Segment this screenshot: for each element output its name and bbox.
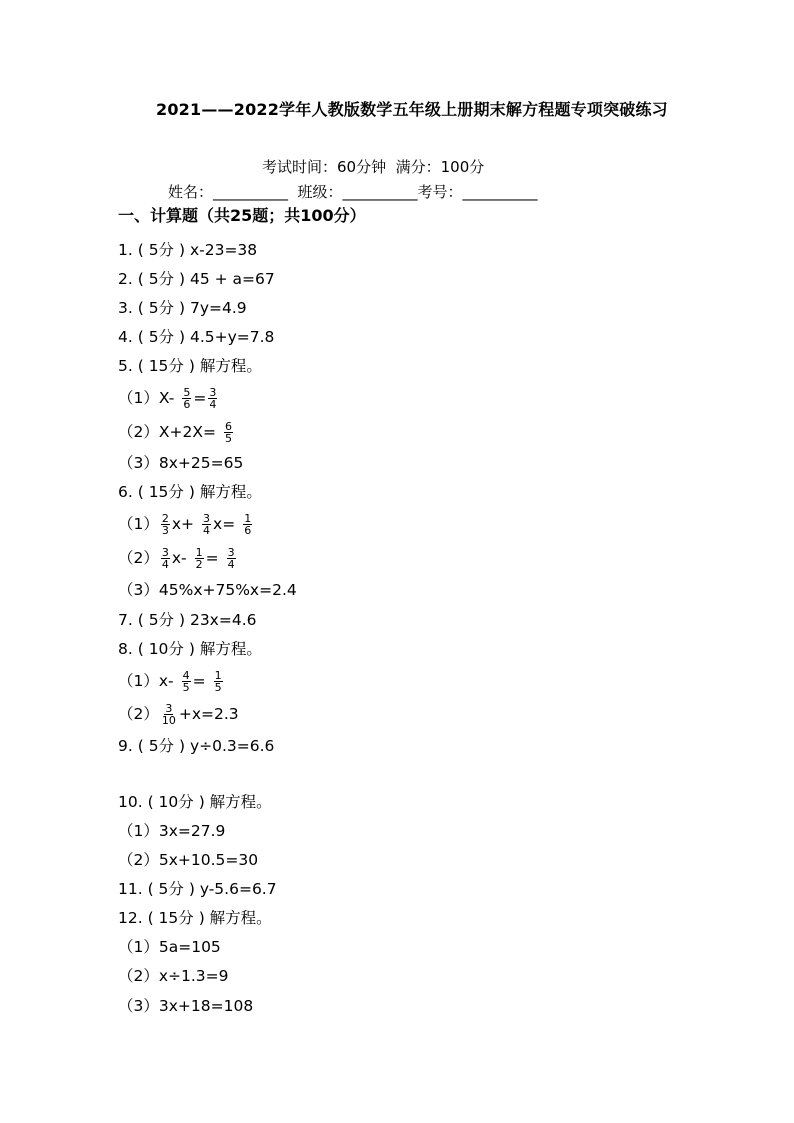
question-8: 8. ( 10分 ) 解方程。	[118, 640, 262, 658]
fraction-numerator: 3	[161, 545, 169, 559]
question-8-part-1	[118, 669, 225, 693]
fraction-denominator: 5	[224, 431, 232, 445]
section-heading: 一、计算题（共25题；共100分）	[118, 206, 366, 225]
question-2: 2. ( 5分 ) 45 + a=67	[118, 270, 275, 288]
fraction-numerator: 1	[195, 545, 203, 559]
question-12-part-1: （1）5a=105	[118, 938, 221, 956]
question-5-part-3: （3）8x+25=65	[118, 454, 244, 472]
equals-sign: =	[193, 389, 207, 407]
fraction-denominator: 4	[227, 557, 235, 571]
question-11: 11. ( 5分 ) y-5.6=6.7	[118, 880, 277, 898]
fraction-denominator: 5	[214, 680, 222, 694]
question-5-part-2	[118, 420, 235, 444]
fraction-numerator: 3	[165, 701, 173, 715]
question-4: 4. ( 5分 ) 4.5+y=7.8	[118, 328, 275, 346]
fraction-denominator: 5	[182, 680, 190, 694]
question-8-part-2	[118, 702, 239, 726]
expression-text: x+	[171, 515, 195, 533]
question-3: 3. ( 5分 ) 7y=4.9	[118, 299, 247, 317]
fraction-numerator: 6	[224, 419, 232, 433]
fraction-denominator: 10	[161, 713, 176, 727]
fraction	[182, 670, 191, 693]
question-6-part-1	[118, 512, 254, 536]
question-10-part-1: （1）3x=27.9	[118, 822, 226, 840]
fraction-numerator: 1	[214, 668, 222, 682]
fraction-denominator: 4	[203, 523, 211, 537]
fraction	[195, 547, 204, 570]
fraction	[224, 421, 233, 444]
fraction-denominator: 2	[195, 557, 203, 571]
question-6-part-3: （3）45%x+75%x=2.4	[118, 581, 297, 599]
part-prefix: （2）	[118, 705, 159, 723]
fraction-denominator: 4	[209, 397, 217, 411]
question-10-part-2: （2）5x+10.5=30	[118, 851, 259, 869]
part-prefix: （1）x-	[118, 672, 174, 690]
fraction	[161, 703, 177, 726]
exam-info: 考试时间：60分钟 满分：100分	[262, 158, 485, 176]
fraction	[202, 513, 211, 536]
question-5-part-1	[118, 386, 219, 410]
fraction-numerator: 3	[209, 385, 217, 399]
expression-text: =	[205, 549, 219, 567]
part-prefix: （1）	[118, 515, 159, 533]
student-info-line: 姓名：__________ 班级：__________考号：__________	[168, 183, 538, 201]
equals-sign: =	[192, 672, 206, 690]
fraction-denominator: 4	[161, 557, 169, 571]
fraction	[208, 387, 217, 410]
part-prefix: （2）X+2X=	[118, 423, 216, 441]
fraction-numerator: 3	[227, 545, 235, 559]
fraction-numerator: 3	[203, 511, 211, 525]
question-6-part-2	[118, 546, 238, 570]
fraction-denominator: 6	[183, 397, 191, 411]
fraction	[182, 387, 191, 410]
fraction	[161, 513, 170, 536]
question-12: 12. ( 15分 ) 解方程。	[118, 909, 272, 927]
question-5: 5. ( 15分 ) 解方程。	[118, 357, 262, 375]
expression-text: x=	[213, 515, 236, 533]
question-7: 7. ( 5分 ) 23x=4.6	[118, 611, 257, 629]
part-prefix: （2）	[118, 549, 159, 567]
fraction-denominator: 3	[161, 523, 169, 537]
fraction-denominator: 6	[244, 523, 252, 537]
document-title: 2021——2022学年人教版数学五年级上册期末解方程题专项突破练习	[156, 100, 668, 119]
fraction	[243, 513, 252, 536]
question-1: 1. ( 5分 ) x-23=38	[118, 241, 258, 259]
question-6: 6. ( 15分 ) 解方程。	[118, 483, 262, 501]
expression-text: +x=2.3	[178, 705, 239, 723]
fraction	[227, 547, 236, 570]
part-prefix: （1）X-	[118, 389, 175, 407]
question-12-part-3: （3）3x+18=108	[118, 997, 254, 1015]
expression-text: x-	[171, 549, 187, 567]
fraction	[161, 547, 170, 570]
fraction	[214, 670, 223, 693]
question-9: 9. ( 5分 ) y÷0.3=6.6	[118, 737, 275, 755]
fraction-numerator: 1	[244, 511, 252, 525]
fraction-numerator: 5	[183, 385, 191, 399]
fraction-numerator: 4	[182, 668, 190, 682]
question-12-part-2: （2）x÷1.3=9	[118, 967, 229, 985]
fraction-numerator: 2	[161, 511, 169, 525]
question-10: 10. ( 10分 ) 解方程。	[118, 793, 272, 811]
